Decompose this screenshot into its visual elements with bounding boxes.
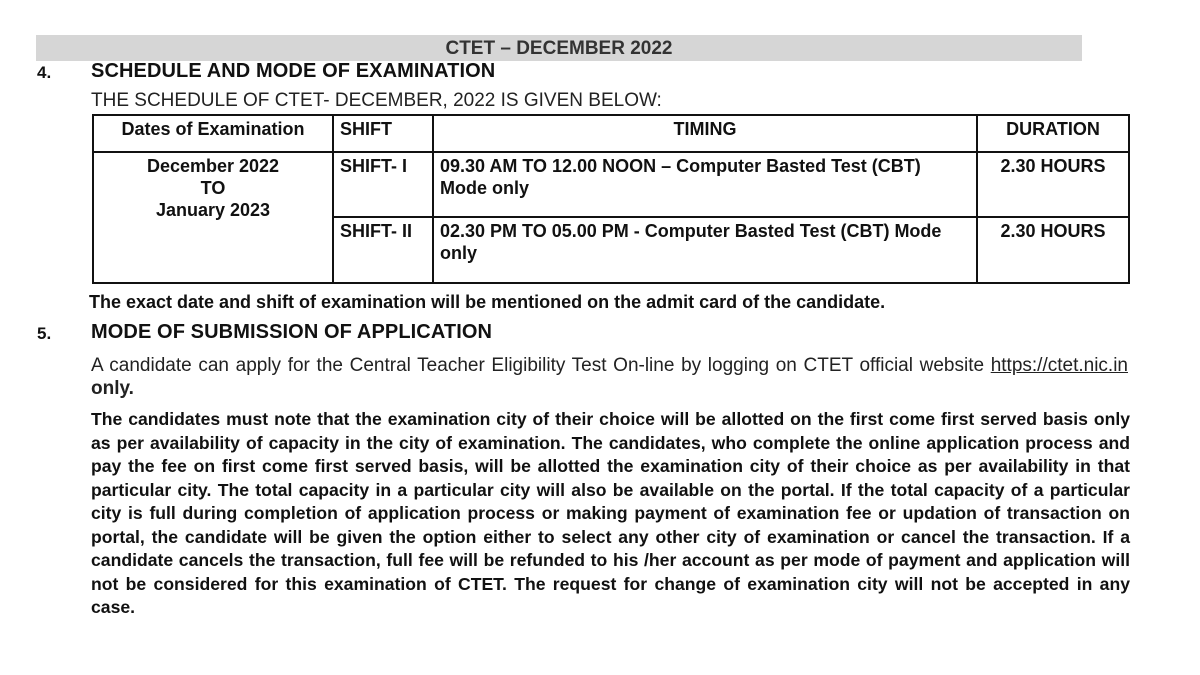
timing-cell: 02.30 PM TO 05.00 PM - Computer Basted Test (CBT) Mode only <box>433 217 977 283</box>
schedule-table <box>92 114 1130 284</box>
dates-end: January 2023 <box>155 199 271 220</box>
application-mode-text: A candidate can apply for the Central Teacher Eligibility Test On-line by logging on CTET official website <box>91 355 991 376</box>
col-header-dates: Dates of Examination <box>93 115 333 152</box>
section-4-title: SCHEDULE AND MODE OF EXAMINATION <box>91 60 496 82</box>
dates-to: TO <box>200 177 226 198</box>
shift-cell: SHIFT- I <box>333 152 433 218</box>
table-header-row <box>93 115 1129 152</box>
section-5-title: MODE OF SUBMISSION OF APPLICATION <box>91 321 493 343</box>
timing-cell: 09.30 AM TO 12.00 NOON – Computer Basted Test (CBT) Mode only <box>433 152 977 218</box>
city-allotment-paragraph: The candidates must note that the examination city of their choice will be allotted on the first come first served basis only as per availability of capacity in the city of examination. The candidates, who complete the online application process and pay the fee on first come first served basis, will be allotted the examination city of their choice as per availability in that particular city. The total capacity in a particular city will also be available on the portal. If the total capacity of a particular city is full during completion of application process or making payment of examination fee or updation of transaction on portal, the candidate will be given the option either to select any other city of examination or cancel the transaction. If a candidate cancels the transaction, full fee will be refunded to his /her account as per mode of payment and application will not be considered for this examination of CTET. The request for change of examination city will not be accepted in any case. <box>91 409 1130 617</box>
application-mode-paragraph <box>91 354 1128 400</box>
section-4-number: 4. <box>37 63 52 82</box>
table-row <box>93 152 1129 218</box>
duration-cell: 2.30 HOURS <box>977 217 1129 283</box>
section-5-number: 5. <box>37 324 52 343</box>
exam-dates-cell <box>93 152 333 283</box>
application-mode-end: only. <box>91 378 134 399</box>
admit-card-note: The exact date and shift of examination will be mentioned on the admit card of the candidate. <box>89 292 886 312</box>
col-header-shift: SHIFT <box>333 115 433 152</box>
shift-cell: SHIFT- II <box>333 217 433 283</box>
col-header-duration: DURATION <box>977 115 1129 152</box>
ctet-website-link[interactable]: https://ctet.nic.in <box>990 355 1128 376</box>
duration-cell: 2.30 HOURS <box>977 152 1129 218</box>
col-header-timing: TIMING <box>433 115 977 152</box>
page-header-banner: CTET – DECEMBER 2022 <box>36 35 1082 61</box>
schedule-intro: THE SCHEDULE OF CTET- DECEMBER, 2022 IS GIVEN BELOW: <box>91 90 662 111</box>
dates-start: December 2022 <box>146 155 280 176</box>
